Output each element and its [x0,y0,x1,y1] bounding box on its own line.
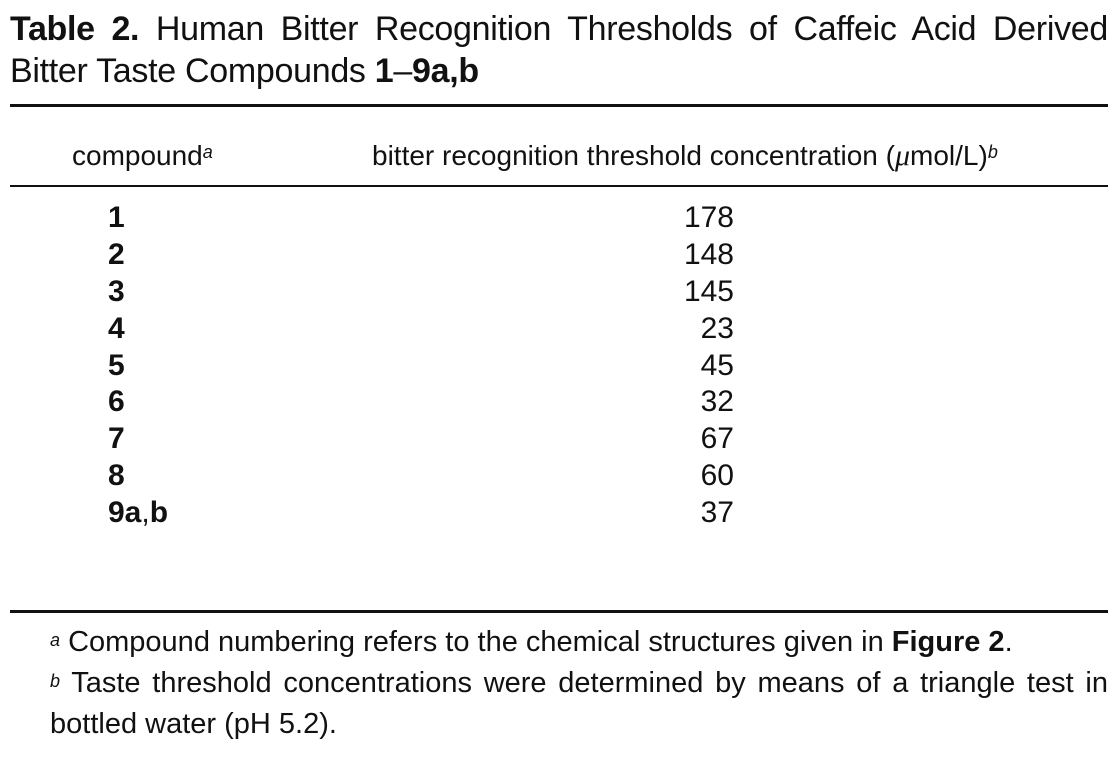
table-row [0,495,1114,532]
compound-cell: 2 [108,237,125,271]
table-row [0,348,1114,385]
table-title: Human Bitter Recognition Thresholds of Caffeic Acid Derived Bitter Taste Compounds [10,10,1108,90]
compound-cell: 8 [108,459,125,493]
compound-range-start: 1 [374,52,394,90]
table-row [0,274,1114,311]
footnote-marker-b: b [987,142,998,162]
compound-cell: 3 [108,274,125,308]
compound-range-dash: – [393,52,413,90]
footnote-a [10,622,1108,745]
compound-cell: 1 [108,201,125,234]
table-footnotes [10,622,1108,745]
threshold-header-prefix: bitter recognition threshold concentration ( [372,140,895,171]
footnote-a-text: Compound numbering refers to the chemical structures given in [60,626,892,658]
threshold-cell: 148 [683,237,734,271]
table-row [0,384,1114,421]
threshold-cell: 32 [700,385,734,419]
threshold-cell: 67 [700,422,734,456]
compound-cell [108,495,168,531]
compound-cell: 5 [108,348,125,382]
column-header-threshold [372,138,998,174]
column-header-compound [72,138,213,174]
compound-header-label: compound [72,140,203,171]
figure-reference: Figure 2 [891,626,1005,658]
compound-9b: b [149,496,169,530]
threshold-cell: 37 [700,496,734,530]
table-row [0,200,1114,237]
top-rule [10,104,1108,107]
micro-symbol: μ [894,139,911,172]
threshold-cell: 178 [683,201,734,234]
table-row [0,311,1114,348]
threshold-cell: 145 [683,274,734,308]
compound-cell: 6 [108,385,125,419]
compound-cell: 4 [108,311,125,345]
table-row [0,237,1114,274]
footnote-b-text: Taste threshold concentrations were determined by means of a triangle test in bottled water (pH 5.2). [50,667,1108,740]
header-rule [10,185,1108,187]
table-body [0,200,1114,532]
table-label: Table 2. [10,10,140,48]
threshold-cell: 60 [700,459,734,493]
table-row [0,421,1114,458]
compound-range-end: 9a,b [412,52,479,90]
table-caption [10,8,1108,92]
footnote-b-marker: b [50,671,61,691]
footnote-a-marker: a [50,630,61,650]
threshold-header-unit: mol/L) [910,140,988,171]
threshold-cell: 23 [700,311,734,345]
table-row [0,458,1114,495]
compound-cell: 7 [108,422,125,456]
threshold-cell: 45 [700,348,734,382]
footnote-a-end: . [1004,626,1013,658]
footnote-marker-a: a [202,142,213,162]
bottom-rule [10,610,1108,613]
compound-9a: 9a [108,496,142,530]
compound-separator: , [141,496,150,530]
